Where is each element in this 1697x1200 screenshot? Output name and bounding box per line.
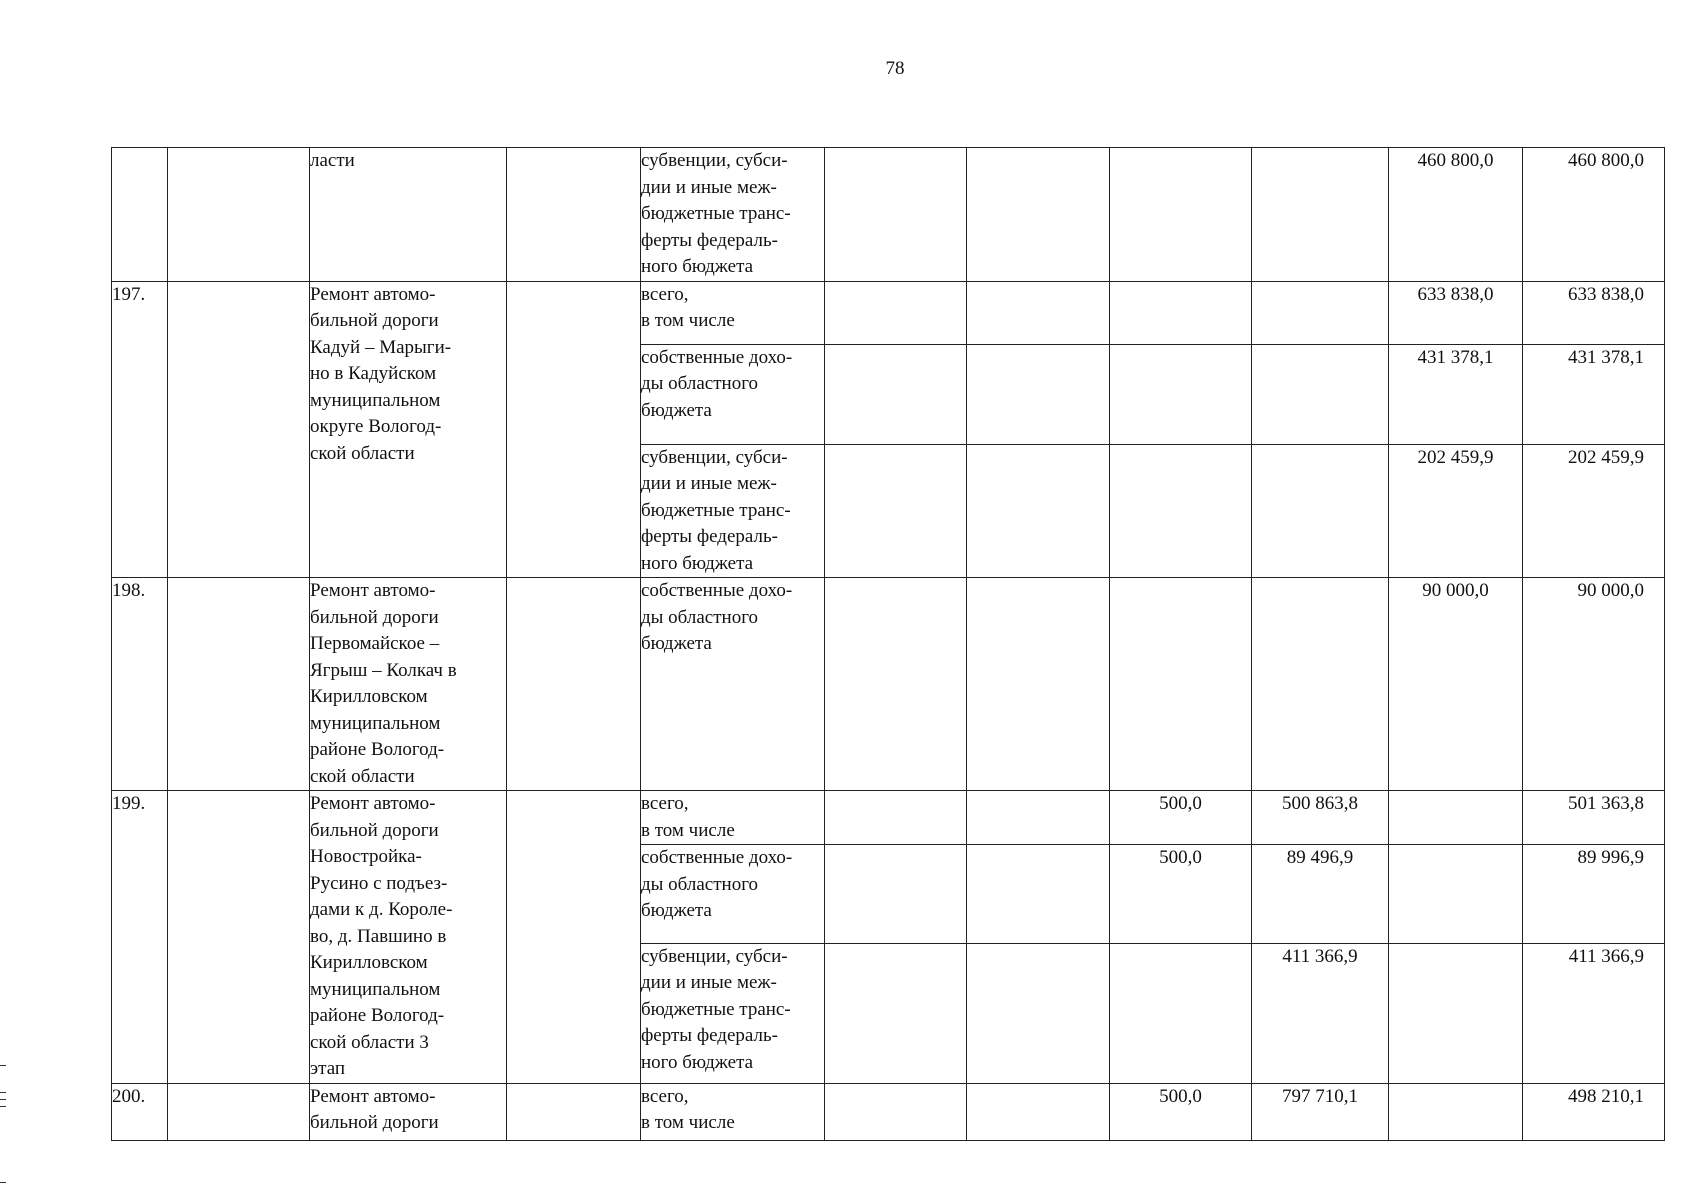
amount-cell (1389, 943, 1523, 1083)
empty-cell (507, 791, 641, 1084)
empty-cell (507, 148, 641, 282)
empty-cell (168, 578, 310, 791)
funding-source-cell: собственные дохо- ды областного бюджета (641, 344, 825, 444)
empty-cell (168, 791, 310, 1084)
empty-cell (168, 281, 310, 578)
funding-source-cell: всего, в том числе (641, 791, 825, 845)
row-number-cell: 199. (112, 791, 168, 1084)
amount-cell (967, 1083, 1110, 1140)
row-number-cell (112, 148, 168, 282)
table-row (112, 791, 1665, 845)
funding-source-cell: субвенции, субси- дии и иные меж- бюджетные транс- ферты федераль- ного бюджета (641, 444, 825, 578)
amount-cell (967, 281, 1110, 344)
total-value-cell: 411 366,9 (1523, 943, 1665, 1083)
row-number-cell: 198. (112, 578, 168, 791)
empty-cell (825, 845, 967, 944)
empty-cell (825, 791, 967, 845)
amount-cell (1252, 148, 1389, 282)
amount-cell (1252, 444, 1389, 578)
funding-source-cell: собственные дохо- ды областного бюджета (641, 845, 825, 944)
amount-cell (967, 943, 1110, 1083)
amount-cell (1110, 578, 1252, 791)
amount-cell (1252, 578, 1389, 791)
amount-cell (1110, 444, 1252, 578)
amount-cell (1389, 1083, 1523, 1140)
empty-cell (168, 1083, 310, 1140)
row-number-cell: 197. (112, 281, 168, 578)
table-row (112, 1083, 1665, 1140)
amount-cell (1252, 344, 1389, 444)
amount-cell (967, 845, 1110, 944)
amount-cell (1252, 281, 1389, 344)
amount-cell (1110, 344, 1252, 444)
amount-cell: 500,0 (1110, 791, 1252, 845)
amount-cell: 633 838,0 (1389, 281, 1523, 344)
total-value-cell: 89 996,9 (1523, 845, 1665, 944)
amount-cell: 500,0 (1110, 845, 1252, 944)
margin-mark (0, 1106, 6, 1107)
amount-cell (967, 791, 1110, 845)
object-name-cell: Ремонт автомо- бильной дороги (310, 1083, 507, 1140)
amount-cell: 431 378,1 (1389, 344, 1523, 444)
empty-cell (825, 1083, 967, 1140)
object-name-cell: ласти (310, 148, 507, 282)
amount-cell (1110, 281, 1252, 344)
empty-cell (825, 148, 967, 282)
funding-source-cell: субвенции, субси- дии и иные меж- бюджетные транс- ферты федераль- ного бюджета (641, 943, 825, 1083)
amount-cell (1389, 791, 1523, 845)
empty-cell (825, 344, 967, 444)
amount-cell (967, 344, 1110, 444)
amount-cell (967, 148, 1110, 282)
page-number: 78 (885, 58, 905, 79)
object-name-cell: Ремонт автомо- бильной дороги Кадуй – Марыги- но в Кадуйском муниципальном округе Вологод- ской области (310, 281, 507, 578)
empty-cell (507, 281, 641, 578)
empty-cell (825, 943, 967, 1083)
margin-mark (0, 1182, 6, 1183)
funding-source-cell: всего, в том числе (641, 281, 825, 344)
amount-cell (1110, 148, 1252, 282)
amount-cell (967, 578, 1110, 791)
total-value-cell: 498 210,1 (1523, 1083, 1665, 1140)
total-value-cell: 202 459,9 (1523, 444, 1665, 578)
table-row (112, 281, 1665, 344)
table-row (112, 148, 1665, 282)
total-value-cell: 431 378,1 (1523, 344, 1665, 444)
empty-cell (507, 1083, 641, 1140)
amount-cell: 90 000,0 (1389, 578, 1523, 791)
amount-cell: 89 496,9 (1252, 845, 1389, 944)
funding-source-cell: субвенции, субси- дии и иные меж- бюджетные транс- ферты федераль- ного бюджета (641, 148, 825, 282)
margin-mark (0, 1099, 6, 1100)
empty-cell (507, 578, 641, 791)
empty-cell (825, 578, 967, 791)
amount-cell (967, 444, 1110, 578)
object-name-cell: Ремонт автомо- бильной дороги Первомайское – Ягрыш – Колкач в Кирилловском муниципальном районе Вологод- ской области (310, 578, 507, 791)
margin-mark (0, 1065, 6, 1066)
empty-cell (825, 444, 967, 578)
row-number-cell: 200. (112, 1083, 168, 1140)
amount-cell: 411 366,9 (1252, 943, 1389, 1083)
amount-cell (1110, 943, 1252, 1083)
margin-mark (0, 1092, 6, 1093)
total-value-cell: 90 000,0 (1523, 578, 1665, 791)
total-value-cell: 501 363,8 (1523, 791, 1665, 845)
total-value-cell: 633 838,0 (1523, 281, 1665, 344)
amount-cell: 460 800,0 (1389, 148, 1523, 282)
object-name-cell: Ремонт автомо- бильной дороги Новостройка- Русино с подъез- дами к д. Короле- во, д. Павшино в Кирилловском муниципальном районе Вологод- ской области 3 этап (310, 791, 507, 1084)
amount-cell (1389, 845, 1523, 944)
amount-cell: 500,0 (1110, 1083, 1252, 1140)
funding-source-cell: всего, в том числе (641, 1083, 825, 1140)
empty-cell (168, 148, 310, 282)
total-value-cell: 460 800,0 (1523, 148, 1665, 282)
budget-table (111, 147, 1665, 1141)
table-row (112, 578, 1665, 791)
funding-source-cell: собственные дохо- ды областного бюджета (641, 578, 825, 791)
amount-cell: 797 710,1 (1252, 1083, 1389, 1140)
amount-cell: 202 459,9 (1389, 444, 1523, 578)
amount-cell: 500 863,8 (1252, 791, 1389, 845)
empty-cell (825, 281, 967, 344)
